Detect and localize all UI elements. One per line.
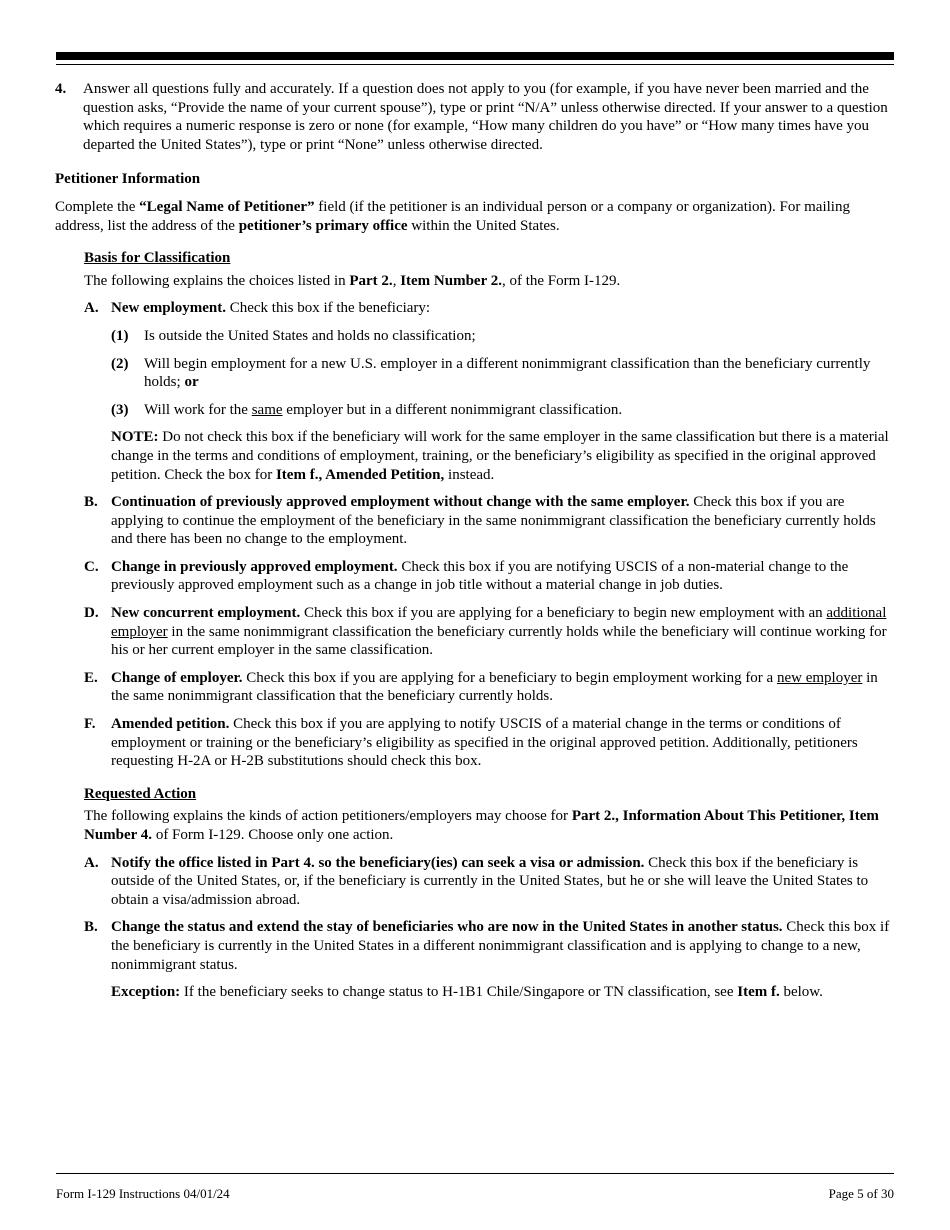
section-heading-petitioner: Petitioner Information xyxy=(55,171,201,188)
basis-a-sub-3: (3) Will work for the same employer but in a different nonimmigrant classification. xyxy=(111,401,623,418)
footer-rule xyxy=(56,1173,894,1174)
subheading-requested-action: Requested Action xyxy=(84,785,197,802)
footer-page-number: Page 5 of 30 xyxy=(828,1186,894,1201)
page-content xyxy=(55,80,895,1002)
basis-item-b: B. Continuation of previously approved employment without change with the same employer. Check this box if you are applying to continue the employment of the beneficiary in the same nonimmigrant classification the beneficiary currently holds and there has been no change to the employment. xyxy=(84,494,876,548)
basis-section xyxy=(84,249,895,1002)
requested-item-b: B. Change the status and extend the stay of beneficiaries who are now in the United States in another status. Check this box if the beneficiary is currently in the United States in a different nonimmigrant classification and is applying to change to a new, nonimmigrant status. Exception: If the beneficiary seeks to change status to H-1B1 Chile/Singapore or TN classification, see Item f. below. xyxy=(84,918,895,1001)
header-rule-thick xyxy=(56,52,894,60)
instruction-item-4 xyxy=(55,80,895,154)
basis-item-e: E. Change of employer. Check this box if you are applying for a beneficiary to begin employment working for a new employer in the same nonimmigrant classification that the beneficiary currently holds. xyxy=(84,669,878,705)
requested-item-a: A. Notify the office listed in Part 4. so the beneficiary(ies) can seek a visa or admission. Check this box if the beneficiary is outside of the United States, or, if the beneficiary is currently in the United States, but he or she will leave the United States to obtain a visa/admission abroad. xyxy=(84,854,869,908)
requested-intro: The following explains the kinds of action petitioners/employers may choose for Part 2., Information About This Petitioner, Item Number 4. of Form I-129. Choose only one action. xyxy=(84,808,879,843)
basis-a-sub-2: (2) Will begin employment for a new U.S. employer in a different nonimmigrant classification than the beneficiary currently holds; or xyxy=(111,355,871,391)
header-rule-thin xyxy=(56,64,894,65)
basis-item-d: D. New concurrent employment. Check this box if you are applying for a beneficiary to begin new employment with an additional employer in the same nonimmigrant classification the beneficiary currently holds while the beneficiary will continue working for his or her current employer in the same classification. xyxy=(84,605,887,659)
requested-b-exception: Exception: If the beneficiary seeks to change status to H-1B1 Chile/Singapore or TN classification, see Item f. below. xyxy=(111,984,823,1001)
basis-item-a: A. New employment. Check this box if the beneficiary: (1) Is outside the United States and holds no classification; (2) Will begin employment for a new U.S. employer in a different nonimmigrant classification than the beneficiary currently holds; or (3) Will work for the same employer but in a different nonimmigrant classification. NOTE: Do not check this box if the beneficiary will work for the same employer in the same classification but there is a material change in the terms and conditions of employment, training, or the beneficiary’s eligibility as specified in the original approved petition. Check the box for Item f., Amended Petition, instead. xyxy=(84,299,895,484)
basis-item-c: C. Change in previously approved employment. Check this box if you are notifying USCIS of a non-material change to the previously approved employment such as a change in job title without a material change in job duties. xyxy=(84,558,849,594)
basis-a-note: NOTE: Do not check this box if the beneficiary will work for the same employer in the same classification but there is a material change in the terms and conditions of employment, training, or the beneficiary’s eligibility as specified in the original approved petition. Check the box for Item f., Amended Petition, instead. xyxy=(111,429,889,483)
basis-item-f: F. Amended petition. Check this box if you are applying to notify USCIS of a material change in the terms or conditions of employment or training or the beneficiary’s eligibility as specified in the original approved petition. Additionally, petitioners requesting H-2A or H-2B substitutions should check this box. xyxy=(84,716,858,770)
basis-intro: The following explains the choices listed in Part 2., Item Number 2., of the Form I-129. xyxy=(84,272,621,289)
item-number: 4. xyxy=(55,81,67,97)
petitioner-paragraph: Complete the “Legal Name of Petitioner” field (if the petitioner is an individual person or a company or organization). For mailing address, list the address of the petitioner’s primary office within the United States. xyxy=(55,198,850,234)
footer-form-id: Form I-129 Instructions 04/01/24 xyxy=(56,1186,230,1201)
subheading-basis: Basis for Classification xyxy=(84,250,231,267)
item-text: Answer all questions fully and accurately. If a question does not apply to you (for example, if you have never been married and the question asks, “Provide the name of your current spouse”), type or print “N/A” unless otherwise directed. If your answer to a question which requires a numeric response is zero or none (for example, “How many children do you have” or “How many times have you departed the United States”), type or print “None” unless otherwise directed. xyxy=(83,81,888,153)
basis-a-sub-1: (1) Is outside the United States and holds no classification; xyxy=(111,327,476,344)
